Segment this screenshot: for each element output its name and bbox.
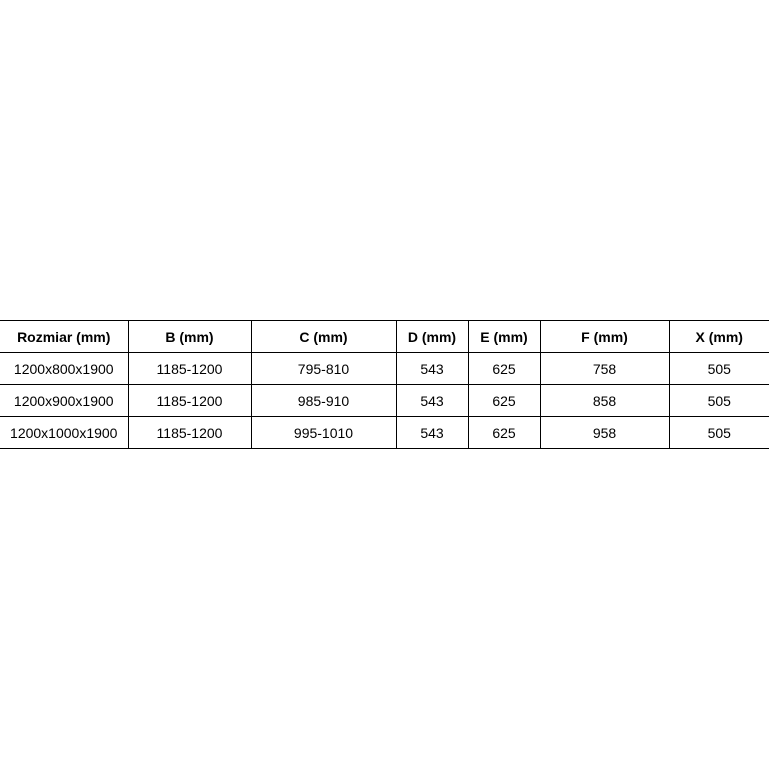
cell-e: 625: [468, 417, 540, 449]
dimensions-table: [0, 320, 769, 449]
header-e: E (mm): [468, 321, 540, 353]
cell-c: 985-910: [251, 385, 396, 417]
cell-rozmiar: 1200x800x1900: [0, 353, 128, 385]
cell-c: 995-1010: [251, 417, 396, 449]
header-rozmiar: Rozmiar (mm): [0, 321, 128, 353]
dimensions-table-container: [0, 320, 769, 449]
header-d: D (mm): [396, 321, 468, 353]
header-b: B (mm): [128, 321, 251, 353]
header-c: C (mm): [251, 321, 396, 353]
cell-x: 505: [669, 417, 769, 449]
cell-rozmiar: 1200x1000x1900: [0, 417, 128, 449]
header-f: F (mm): [540, 321, 669, 353]
cell-rozmiar: 1200x900x1900: [0, 385, 128, 417]
cell-d: 543: [396, 353, 468, 385]
cell-c: 795-810: [251, 353, 396, 385]
cell-f: 958: [540, 417, 669, 449]
cell-x: 505: [669, 385, 769, 417]
cell-f: 758: [540, 353, 669, 385]
table-row: [0, 417, 769, 449]
cell-e: 625: [468, 385, 540, 417]
cell-f: 858: [540, 385, 669, 417]
cell-d: 543: [396, 385, 468, 417]
cell-b: 1185-1200: [128, 353, 251, 385]
cell-b: 1185-1200: [128, 417, 251, 449]
table-header-row: [0, 321, 769, 353]
cell-b: 1185-1200: [128, 385, 251, 417]
cell-d: 543: [396, 417, 468, 449]
table-row: [0, 353, 769, 385]
cell-e: 625: [468, 353, 540, 385]
header-x: X (mm): [669, 321, 769, 353]
cell-x: 505: [669, 353, 769, 385]
table-row: [0, 385, 769, 417]
